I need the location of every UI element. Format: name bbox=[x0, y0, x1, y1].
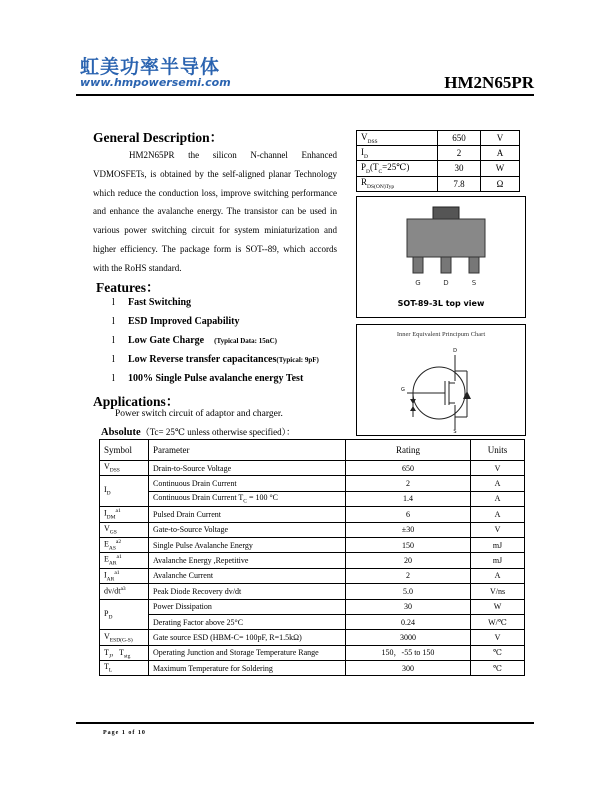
feature-item: l Low Gate Charge (Typical Data: 15nC) bbox=[112, 335, 277, 346]
spec-unit: A bbox=[481, 146, 520, 161]
body-diode-icon bbox=[463, 391, 471, 399]
rating-cell: 150 bbox=[346, 537, 471, 552]
spec-summary-table bbox=[356, 130, 520, 192]
parameter-cell: Gate source ESD (HBM-C= 100pF, R=1.5kΩ) bbox=[149, 630, 346, 645]
table-row bbox=[100, 507, 525, 522]
table-row bbox=[100, 491, 525, 506]
spec-unit: W bbox=[481, 161, 520, 176]
parameter-cell: Drain-to-Source Voltage bbox=[149, 461, 346, 476]
pin-label-d: D bbox=[443, 279, 449, 287]
pin-label-source: S bbox=[453, 429, 457, 435]
rating-cell: 20 bbox=[346, 553, 471, 568]
feature-item: l 100% Single Pulse avalanche energy Test bbox=[112, 373, 304, 384]
company-logo-cn: 虹美功率半导体 bbox=[80, 56, 221, 78]
table-row bbox=[357, 176, 520, 191]
unit-cell: A bbox=[471, 476, 525, 491]
column-header: Symbol bbox=[100, 440, 149, 461]
feature-item: l Fast Switching bbox=[112, 297, 192, 308]
general-description-heading: General Description： bbox=[93, 130, 224, 145]
package-caption: SOT-89-3L top view bbox=[397, 299, 485, 308]
feature-item: l Low Reverse transfer capacitances(Typical: 9pF) bbox=[112, 354, 319, 365]
unit-cell: V bbox=[471, 630, 525, 645]
rating-cell: 30 bbox=[346, 599, 471, 614]
symbol-cell: $I_{DM}^{a1}$ bbox=[100, 507, 149, 522]
unit-cell: ℃ bbox=[471, 661, 525, 676]
unit-cell: A bbox=[471, 568, 525, 583]
table-row bbox=[100, 461, 525, 476]
spec-param: $I_D$ bbox=[357, 146, 438, 161]
general-description bbox=[93, 146, 337, 278]
symbol-cell: $I_D$ bbox=[100, 476, 149, 507]
unit-cell: A bbox=[471, 507, 525, 522]
table-row bbox=[100, 614, 525, 629]
parameter-cell: Continuous Drain Current $T_C = 100$ °C bbox=[149, 491, 346, 506]
rating-cell: 5.0 bbox=[346, 584, 471, 599]
symbol-cell: $E_{AS}^{a2}$ bbox=[100, 537, 149, 552]
spec-param: $P_D(T_C=25℃)$ bbox=[357, 161, 438, 176]
unit-cell: W/℃ bbox=[471, 614, 525, 629]
unit-cell: mJ bbox=[471, 553, 525, 568]
parameter-cell: Maximum Temperature for Soldering bbox=[149, 661, 346, 676]
spec-value: 650 bbox=[438, 131, 481, 146]
bullet-icon: l bbox=[112, 354, 115, 365]
parameter-cell: Single Pulse Avalanche Energy bbox=[149, 537, 346, 552]
table-row bbox=[100, 599, 525, 614]
symbol-cell: $P_D$ bbox=[100, 599, 149, 630]
parameter-cell: Pulsed Drain Current bbox=[149, 507, 346, 522]
pin-label-drain: D bbox=[453, 348, 457, 354]
rating-cell: 2 bbox=[346, 476, 471, 491]
general-description-text: HM2N65PR the silicon N-channel Enhanced VDMOSFETs, is obtained by the self-aligned planar Technology which reduce the conduction loss, improve switching performance and enhance the avalanche energy. The transistor can be used in various power switching circuit for system miniaturization and higher efficiency. The package form is SOT--89, which accords with the RoHS standard. bbox=[93, 150, 337, 273]
header-rule bbox=[76, 94, 534, 96]
unit-cell: V/ns bbox=[471, 584, 525, 599]
symbol-cell: $T_J$，$T_{stg}$ bbox=[100, 645, 149, 660]
rating-cell: 2 bbox=[346, 568, 471, 583]
spec-param: $V_{DSS}$ bbox=[357, 131, 438, 146]
spec-unit: V bbox=[481, 131, 520, 146]
symbol-cell: $V_{GS}$ bbox=[100, 522, 149, 537]
column-header: Rating bbox=[346, 440, 471, 461]
applications-heading: Applications： bbox=[93, 394, 180, 409]
table-row bbox=[100, 584, 525, 599]
bullet-icon: l bbox=[112, 297, 115, 308]
spec-value: 30 bbox=[438, 161, 481, 176]
table-row bbox=[100, 645, 525, 660]
unit-cell: V bbox=[471, 522, 525, 537]
rating-cell: ±30 bbox=[346, 522, 471, 537]
symbol-cell: $I_{AR}^{a1}$ bbox=[100, 568, 149, 583]
spec-unit: Ω bbox=[481, 176, 520, 191]
applications-text: Power switch circuit of adaptor and charger. bbox=[115, 409, 283, 419]
symbol-cell: $V_{DSS}$ bbox=[100, 461, 149, 476]
rating-cell: 3000 bbox=[346, 630, 471, 645]
bullet-icon: l bbox=[112, 335, 115, 346]
table-row bbox=[100, 537, 525, 552]
table-header-row bbox=[100, 440, 525, 461]
parameter-cell: Operating Junction and Storage Temperature Range bbox=[149, 645, 346, 660]
parameter-cell: Power Dissipation bbox=[149, 599, 346, 614]
pin-d bbox=[441, 257, 451, 273]
page-number: Page 1 of 10 bbox=[103, 730, 146, 736]
esd-diode-icon bbox=[410, 406, 416, 411]
symbol-cell: $V_{ESD(G-S)}$ bbox=[100, 630, 149, 645]
parameter-cell: Avalanche Current bbox=[149, 568, 346, 583]
rating-cell: 650 bbox=[346, 461, 471, 476]
table-row bbox=[100, 661, 525, 676]
rating-cell: 6 bbox=[346, 507, 471, 522]
rating-cell: 0.24 bbox=[346, 614, 471, 629]
equivalent-circuit-figure bbox=[356, 324, 526, 436]
unit-cell: W bbox=[471, 599, 525, 614]
parameter-cell: Continuous Drain Current bbox=[149, 476, 346, 491]
unit-cell: V bbox=[471, 461, 525, 476]
unit-cell: ℃ bbox=[471, 645, 525, 660]
circuit-title: Inner Equivalent Principum Chart bbox=[396, 331, 486, 338]
company-website: www.hmpowersemi.com bbox=[80, 76, 231, 89]
table-row bbox=[100, 630, 525, 645]
unit-cell: A bbox=[471, 491, 525, 506]
parameter-cell: Gate-to-Source Voltage bbox=[149, 522, 346, 537]
table-row bbox=[100, 522, 525, 537]
symbol-cell: $dv/dt^{a3}$ bbox=[100, 584, 149, 599]
part-number: HM2N65PR bbox=[444, 73, 534, 92]
table-row bbox=[100, 568, 525, 583]
pin-label-s: S bbox=[471, 279, 477, 287]
parameter-cell: Avalanche Energy ,Repetitive bbox=[149, 553, 346, 568]
package-body bbox=[407, 219, 485, 257]
table-row bbox=[357, 146, 520, 161]
spec-param: $R_{DS(ON)Typ}$ bbox=[357, 176, 438, 191]
rating-cell: 300 bbox=[346, 661, 471, 676]
pin-label-g: G bbox=[415, 279, 421, 287]
column-header: Parameter bbox=[149, 440, 346, 461]
table-row bbox=[357, 161, 520, 176]
bullet-icon: l bbox=[112, 316, 115, 327]
pin-label-gate: G bbox=[401, 387, 405, 393]
table-row bbox=[100, 476, 525, 491]
pin-s bbox=[469, 257, 479, 273]
column-header: Units bbox=[471, 440, 525, 461]
absolute-ratings-table bbox=[99, 439, 525, 676]
parameter-cell: Derating Factor above 25°C bbox=[149, 614, 346, 629]
rating-cell: 1.4 bbox=[346, 491, 471, 506]
footer-rule bbox=[76, 722, 534, 724]
parameter-cell: Peak Diode Recovery dv/dt bbox=[149, 584, 346, 599]
rating-cell: 150，-55 to 150 bbox=[346, 645, 471, 660]
features-heading: Features： bbox=[96, 280, 160, 295]
package-drawing bbox=[357, 197, 525, 297]
unit-cell: mJ bbox=[471, 537, 525, 552]
package-figure bbox=[356, 196, 526, 318]
spec-value: 7.8 bbox=[438, 176, 481, 191]
pin-g bbox=[413, 257, 423, 273]
symbol-cell: $E_{AR}^{a1}$ bbox=[100, 553, 149, 568]
package-tab bbox=[433, 207, 459, 219]
absolute-title: Absolute（Tc= 25℃ unless otherwise specified）： bbox=[101, 427, 296, 438]
feature-item: l ESD Improved Capability bbox=[112, 316, 240, 327]
symbol-cell: $T_L$ bbox=[100, 661, 149, 676]
circuit-drawing bbox=[357, 325, 525, 435]
table-row bbox=[357, 131, 520, 146]
bullet-icon: l bbox=[112, 373, 115, 384]
spec-value: 2 bbox=[438, 146, 481, 161]
table-row bbox=[100, 553, 525, 568]
